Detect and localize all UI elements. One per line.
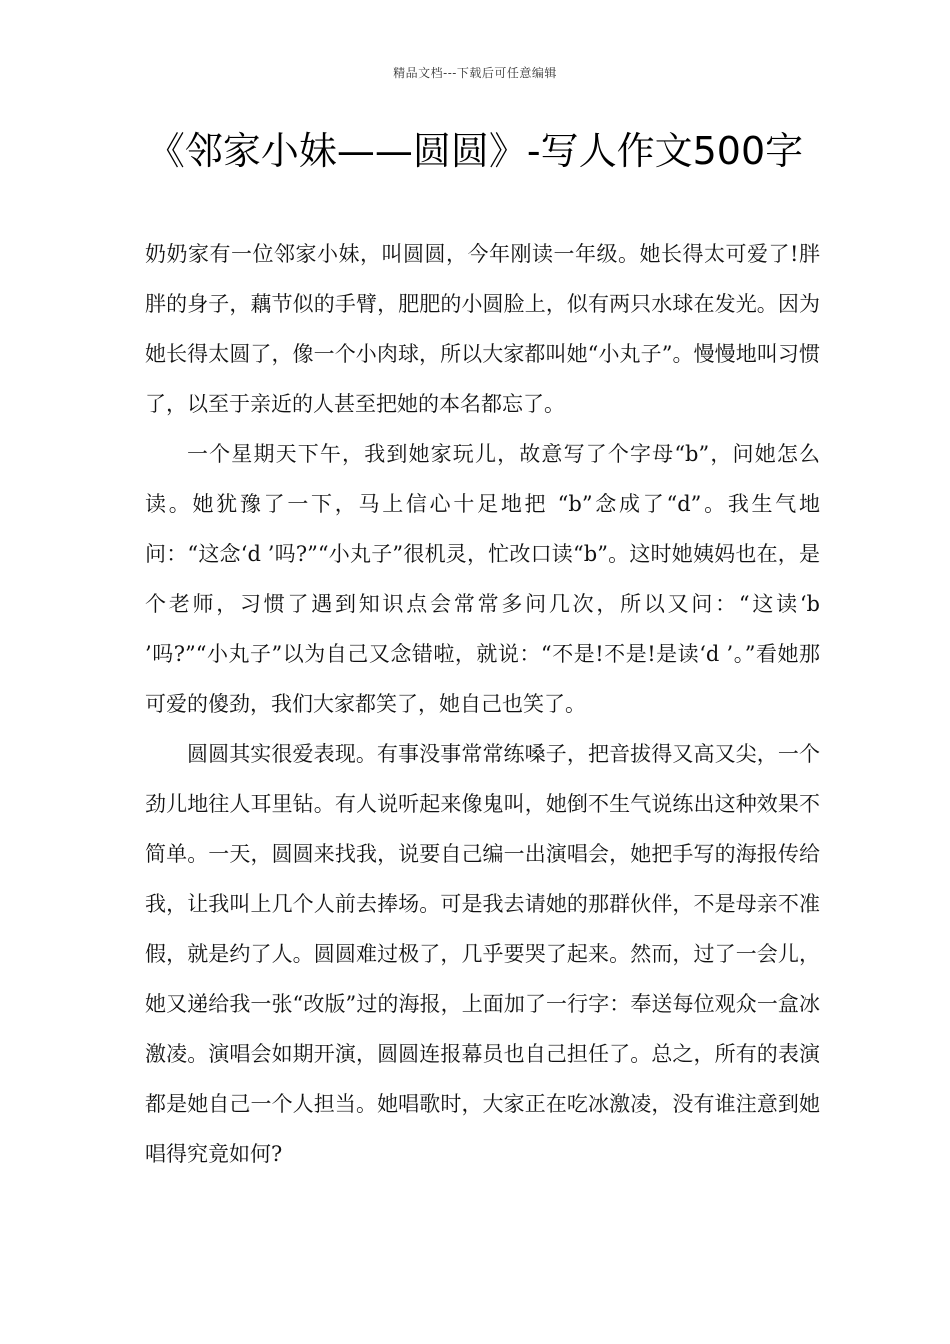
essay-title: 《邻家小妹——圆圆》-写人作文500字 (146, 129, 804, 173)
essay-body (145, 229, 820, 1179)
paragraph-3: 圆圆其实很爱表现。有事没事常常练嗓子，把音拔得又高又尖，一个劲儿地往人耳里钻。有人说听起来像鬼叫，她倒不生气说练出这种效果不简单。一天，圆圆来找我，说要自己编一出演唱会，她把手写的海报传给我，让我叫上几个人前去捧场。可是我去请她的那群伙伴，不是母亲不准假，就是约了人。圆圆难过极了，几乎要哭了起来。然而，过了一会儿，她又递给我一张“改版”过的海报，上面加了一行字：奉送每位观众一盒冰激凌。演唱会如期开演，圆圆连报幕员也自己担任了。总之，所有的表演都是她自己一个人担当。她唱歌时，大家正在吃冰激凌，没有谁注意到她唱得究竟如何? (145, 742, 820, 1166)
paragraph-2: 一个星期天下午，我到她家玩儿，故意写了个字母“b”，问她怎么读。她犹豫了一下，马上信心十足地把 “b”念成了“d”。我生气地问：“这念‘d ’吗?”“小丸子”很机灵，忙改口读“b”。这时她姨妈也在，是个老师，习惯了遇到知识点会常常多问几次，所以又问：“这读‘b ’吗?”“小丸子”以为自己又念错啦，就说：“不是!不是!是读‘d ’。”看她那可爱的傻劲，我们大家都笑了，她自己也笑了。 (145, 442, 820, 716)
header-note: 精品文档---下载后可任意编辑 (393, 66, 557, 80)
paragraph-1: 奶奶家有一位邻家小妹，叫圆圆，今年刚读一年级。她长得太可爱了!胖胖的身子，藕节似的手臂，肥肥的小圆脸上，似有两只水球在发光。因为她长得太圆了，像一个小肉球，所以大家都叫她“小丸子”。慢慢地叫习惯了，以至于亲近的人甚至把她的本名都忘了。 (145, 242, 820, 416)
